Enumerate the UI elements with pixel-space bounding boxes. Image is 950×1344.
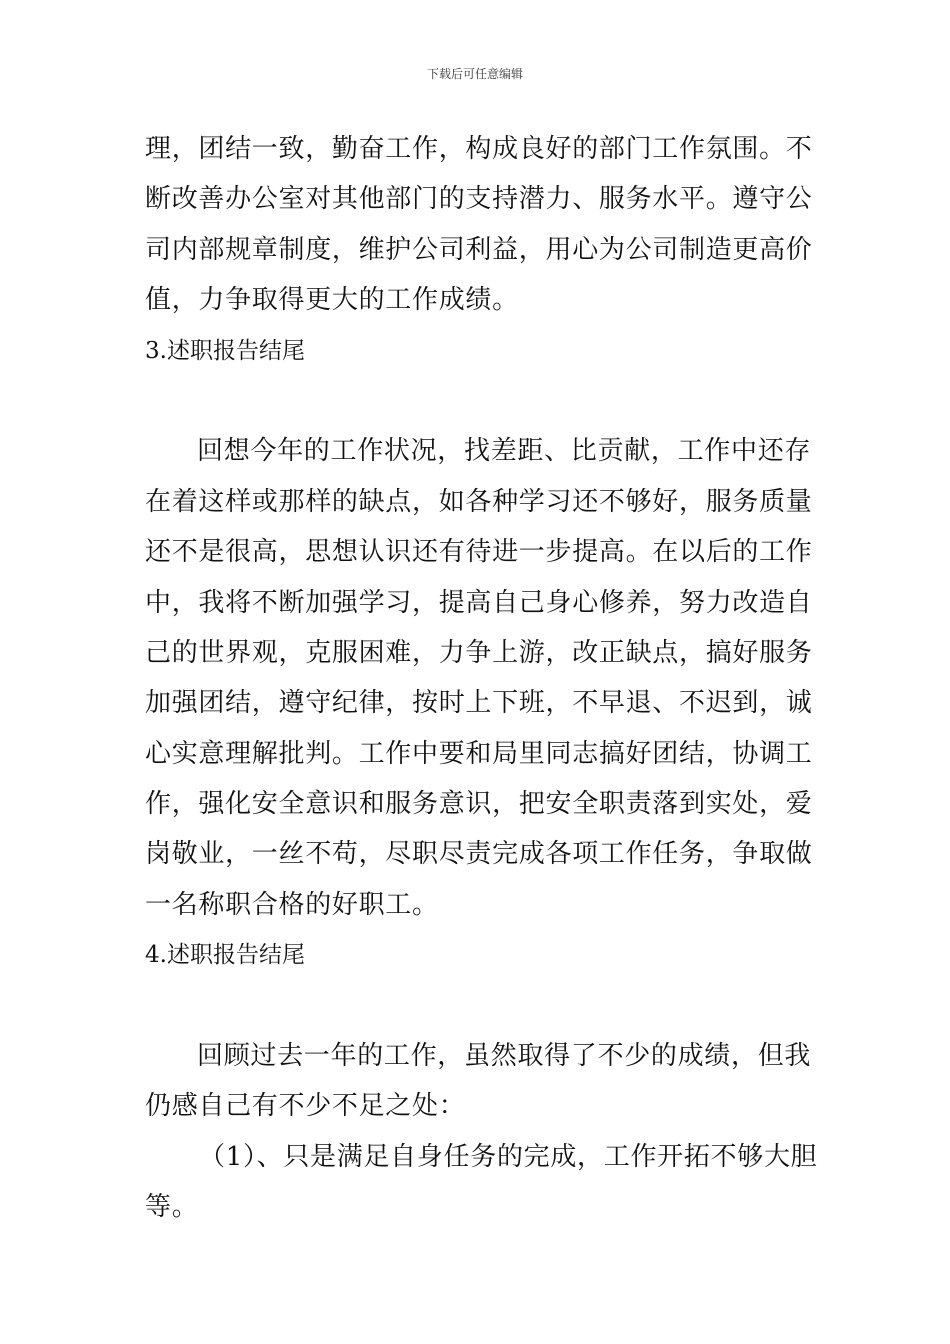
paragraph-line: 作，强化安全意识和服务意识，把安全职责落到实处，爱 xyxy=(145,789,813,820)
list-item-line: 等。 xyxy=(145,1192,199,1223)
list-item-line: （1）、只是满足自身任务的完成，工作开拓不够大胆 xyxy=(199,1141,818,1172)
blank-line xyxy=(145,981,809,1031)
paragraph-line: 岗敬业，一丝不苟，尽职尽责完成各项工作任务，争取做 xyxy=(145,839,813,870)
paragraph-line: 在着这样或那样的缺点，如各种学习还不够好，服务质量 xyxy=(145,486,813,517)
paragraph-line: 仍感自己有不少不足之处： xyxy=(145,1091,466,1122)
document-body xyxy=(145,124,818,1233)
paragraph-line: 回想今年的工作状况，找差距、比贡献，工作中还存 xyxy=(197,436,812,467)
paragraph-line: 中，我将不断加强学习，提高自己身心修养，努力改造自 xyxy=(145,587,813,618)
paragraph-line: 回顾过去一年的工作，虽然取得了不少的成绩，但我 xyxy=(197,1041,812,1072)
paragraph-line: 理，团结一致，勤奋工作，构成良好的部门工作氛围。不 xyxy=(145,134,813,164)
paragraph-line: 值，力争取得更大的工作成绩。 xyxy=(145,285,519,316)
paragraph-line: 一名称职合格的好职工。 xyxy=(145,889,439,920)
paragraph-line: 断改善办公室对其他部门的支持潜力、服务水平。遵守公 xyxy=(145,184,813,215)
blank-line xyxy=(145,376,809,426)
paragraph-line: 司内部规章制度，维护公司利益，用心为公司制造更高价 xyxy=(145,234,813,265)
section-heading-4: 4.述职报告结尾 xyxy=(145,942,305,969)
paragraph-line: 还不是很高，思想认识还有待进一步提高。在以后的工作 xyxy=(145,537,813,568)
paragraph-line: 心实意理解批判。工作中要和局里同志搞好团结，协调工 xyxy=(145,738,813,769)
page-header: 下载后可任意编辑 xyxy=(426,67,523,81)
paragraph-line: 加强团结，遵守纪律，按时上下班，不早退、不迟到，诚 xyxy=(145,688,813,719)
paragraph-line: 己的世界观，克服困难，力争上游，改正缺点，搞好服务 xyxy=(145,637,813,668)
section-heading-3: 3.述职报告结尾 xyxy=(145,337,305,364)
